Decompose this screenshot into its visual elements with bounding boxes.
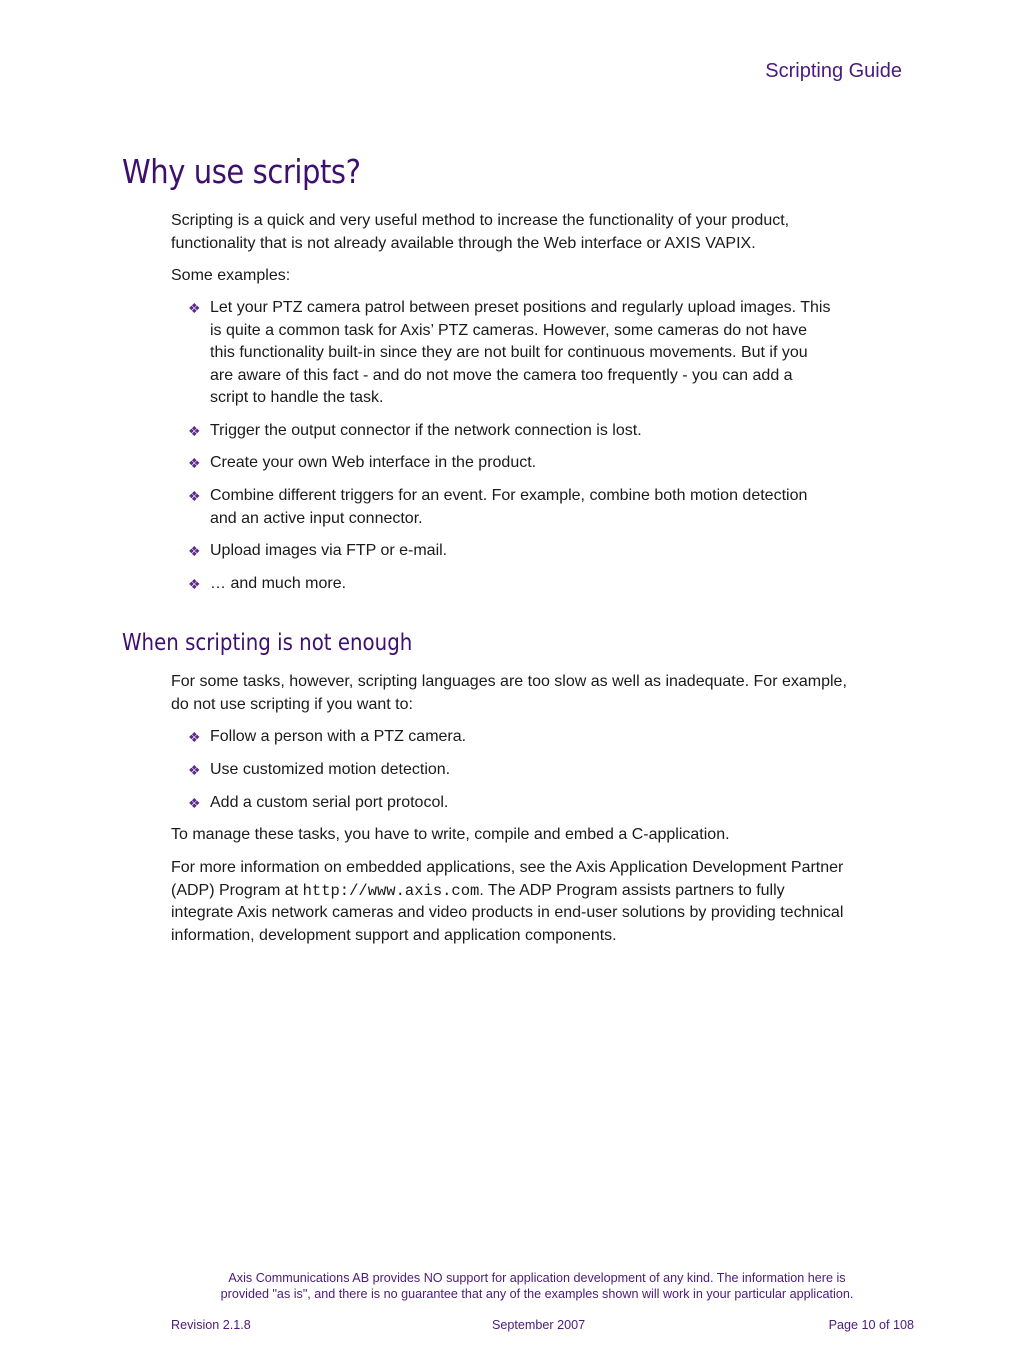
examples-label: Some examples: [171, 267, 291, 284]
bullet-line: Add a custom serial port protocol. [210, 794, 449, 811]
examples-bullet-list-5 [188, 540, 888, 563]
limitations-bullet-2 [188, 759, 888, 782]
list-item [188, 485, 888, 530]
list-item [188, 792, 888, 815]
axis-link[interactable]: http://www.axis.com [302, 881, 480, 900]
bullet-line: Create your own Web interface in the product. [210, 454, 537, 471]
examples-bullet-list-6 [188, 573, 888, 596]
bullet-line: Combine different triggers for an event. For example, combine both motion detection [210, 487, 808, 504]
bullet-line: and an active input connector. [210, 509, 423, 527]
bullet-line: Let your PTZ camera patrol between preset positions and regularly upload images. This [210, 299, 831, 316]
diamond-bullet-icon: ❖ [188, 543, 201, 559]
diamond-bullet-icon: ❖ [188, 729, 201, 745]
diamond-bullet-icon: ❖ [188, 488, 201, 504]
examples-bullet-list [188, 297, 888, 410]
list-item [188, 540, 888, 563]
footer-date: September 2007 [492, 1318, 586, 1332]
diamond-bullet-icon: ❖ [188, 762, 201, 778]
footer-revision: Revision 2.1.8 [171, 1318, 251, 1332]
section1-intro [171, 210, 911, 255]
bullet-line: Trigger the output connector if the network connection is lost. [210, 422, 642, 439]
more-info-paragraph [171, 857, 911, 947]
footer-disclaimer [150, 1270, 924, 1302]
manage-text: To manage these tasks, you have to write, compile and embed a C-application. [171, 826, 730, 843]
bullet-line: … and much more. [210, 575, 347, 592]
disclaimer-line: Axis Communications AB provides NO support for application development of any kind. The information here is [228, 1271, 846, 1285]
intro-line: Scripting is a quick and very useful method to increase the functionality of your product, [171, 212, 790, 229]
examples-bullet-list-4 [188, 485, 888, 530]
list-item [188, 420, 888, 443]
examples-label-block [171, 265, 911, 288]
list-item [188, 297, 888, 410]
examples-bullet-list-2 [188, 420, 888, 443]
diamond-bullet-icon: ❖ [188, 300, 201, 316]
section-heading-when-scripting-not-enough: When scripting is not enough [122, 630, 413, 656]
more-info-text: (ADP) Program at [171, 881, 303, 899]
diamond-bullet-icon: ❖ [188, 795, 201, 811]
examples-bullet-list-3 [188, 452, 888, 475]
more-info-line: information, development support and application components. [171, 926, 617, 944]
more-info-text: . The ADP Program assists partners to fully [479, 881, 785, 899]
bullet-line: Follow a person with a PTZ camera. [210, 728, 467, 745]
limitations-bullet-1 [188, 726, 888, 749]
bullet-line: Use customized motion detection. [210, 761, 451, 778]
list-item [188, 573, 888, 596]
more-info-line: For more information on embedded applications, see the Axis Application Development Partner [171, 859, 844, 876]
more-info-line [171, 880, 911, 903]
intro-line: functionality that is not already available through the Web interface or AXIS VAPIX. [171, 234, 756, 252]
disclaimer-line: provided "as is", and there is no guarantee that any of the examples shown will work in your particular application. [220, 1287, 854, 1301]
bullet-line: script to handle the task. [210, 389, 384, 406]
diamond-bullet-icon: ❖ [188, 576, 201, 592]
diamond-bullet-icon: ❖ [188, 423, 201, 439]
bullet-line: this functionality built-in since they are not built for continuous movements. But if you [210, 344, 808, 361]
section2-intro [171, 671, 911, 716]
page-header-title: Scripting Guide [765, 60, 902, 82]
diamond-bullet-icon: ❖ [188, 455, 201, 471]
bullet-line: is quite a common task for Axis’ PTZ cameras. However, some cameras do not have [210, 321, 807, 339]
footer-page-number: Page 10 of 108 [828, 1318, 914, 1332]
intro-line: do not use scripting if you want to: [171, 695, 413, 713]
manage-paragraph [171, 824, 911, 847]
list-item [188, 726, 888, 749]
list-item [188, 759, 888, 782]
section-heading-why-use-scripts: Why use scripts? [122, 152, 361, 191]
more-info-line: integrate Axis network cameras and video products in end-user solutions by providing technical [171, 904, 844, 921]
bullet-line: Upload images via FTP or e-mail. [210, 542, 448, 559]
list-item [188, 452, 888, 475]
intro-line: For some tasks, however, scripting languages are too slow as well as inadequate. For example, [171, 673, 847, 690]
limitations-bullet-3 [188, 792, 888, 815]
bullet-line: are aware of this fact - and do not move the camera too frequently - you can add a [210, 366, 793, 384]
